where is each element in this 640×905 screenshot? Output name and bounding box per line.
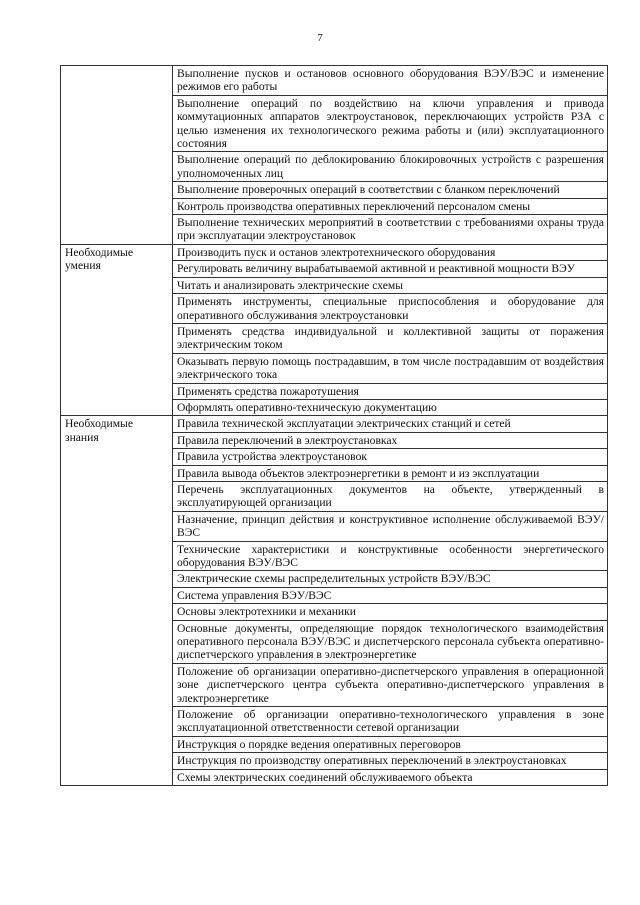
category-cell: Необходимые умения — [61, 244, 173, 415]
requirements-table — [60, 65, 608, 786]
requirement-cell: Положение об организации оперативно-технологического управления в зоне эксплуатационной ответственности сетевой организации — [173, 707, 608, 737]
requirement-cell: Выполнение операций по деблокированию блокировочных устройств с разрешения уполномоченных лиц — [173, 152, 608, 182]
requirement-cell: Выполнение операций по воздействию на ключи управления и привода коммутационных аппаратов электроустановок, переключающих устройств РЗА с целью изменения их технологического режима работы и (или) эксплуатационного состояния — [173, 95, 608, 152]
requirement-cell: Основные документы, определяющие порядок технологического взаимодействия оперативного персонала ВЭУ/ВЭС и диспетчерского персонала субъекта оперативно-диспетчерского управления в электроэнергетике — [173, 620, 608, 663]
requirement-cell: Применять инструменты, специальные приспособления и оборудование для оперативного обслуживания электроустановки — [173, 294, 608, 324]
category-cell — [61, 66, 173, 245]
requirement-cell: Выполнение технических мероприятий в соответствии с требованиями охраны труда при эксплуатации электроустановок — [173, 215, 608, 245]
requirement-cell: Правила переключений в электроустановках — [173, 432, 608, 448]
requirement-cell: Выполнение проверочных операций в соответствии с бланком переключений — [173, 182, 608, 198]
requirement-cell: Правила технической эксплуатации электрических станций и сетей — [173, 416, 608, 432]
requirement-cell: Правила устройства электроустановок — [173, 449, 608, 465]
requirement-cell: Основы электротехники и механики — [173, 604, 608, 620]
requirements-table-body — [61, 66, 608, 786]
requirement-cell: Электрические схемы распределительных устройств ВЭУ/ВЭС — [173, 571, 608, 587]
requirement-cell: Правила вывода объектов электроэнергетики в ремонт и из эксплуатации — [173, 465, 608, 481]
requirement-cell: Технические характеристики и конструктивные особенности энергетического оборудования ВЭУ/ВЭС — [173, 541, 608, 571]
requirement-cell: Регулировать величину вырабатываемой активной и реактивной мощности ВЭУ — [173, 261, 608, 277]
table-row — [61, 66, 608, 96]
requirement-cell: Контроль производства оперативных переключений персоналом смены — [173, 198, 608, 214]
requirement-cell: Оказывать первую помощь пострадавшим, в том числе пострадавшим от воздействия электрического тока — [173, 353, 608, 383]
requirement-cell: Перечень эксплуатационных документов на объекте, утвержденный в эксплуатирующей организации — [173, 481, 608, 511]
requirement-cell: Инструкция о порядке ведения оперативных переговоров — [173, 736, 608, 752]
requirement-cell: Схемы электрических соединений обслуживаемого объекта — [173, 769, 608, 785]
requirement-cell: Производить пуск и останов электротехнического оборудования — [173, 244, 608, 260]
category-cell: Необходимые знания — [61, 416, 173, 786]
requirement-cell: Выполнение пусков и остановов основного оборудования ВЭУ/ВЭС и изменение режимов его работы — [173, 66, 608, 96]
requirement-cell: Назначение, принцип действия и конструктивное исполнение обслуживаемой ВЭУ/ВЭС — [173, 511, 608, 541]
page-number: 7 — [317, 32, 323, 44]
requirement-cell: Применять средства индивидуальной и коллективной защиты от поражения электрическим током — [173, 323, 608, 353]
table-row — [61, 416, 608, 432]
requirement-cell: Система управления ВЭУ/ВЭС — [173, 587, 608, 603]
requirement-cell: Положение об организации оперативно-диспетчерского управления в операционной зоне диспетчерского центра субъекта оперативно-диспетчерского управления в электроэнергетике — [173, 663, 608, 706]
requirement-cell: Читать и анализировать электрические схемы — [173, 277, 608, 293]
table-row — [61, 244, 608, 260]
requirement-cell: Применять средства пожаротушения — [173, 383, 608, 399]
requirement-cell: Инструкция по производству оперативных переключений в электроустановках — [173, 753, 608, 769]
requirement-cell: Оформлять оперативно-техническую документацию — [173, 399, 608, 415]
